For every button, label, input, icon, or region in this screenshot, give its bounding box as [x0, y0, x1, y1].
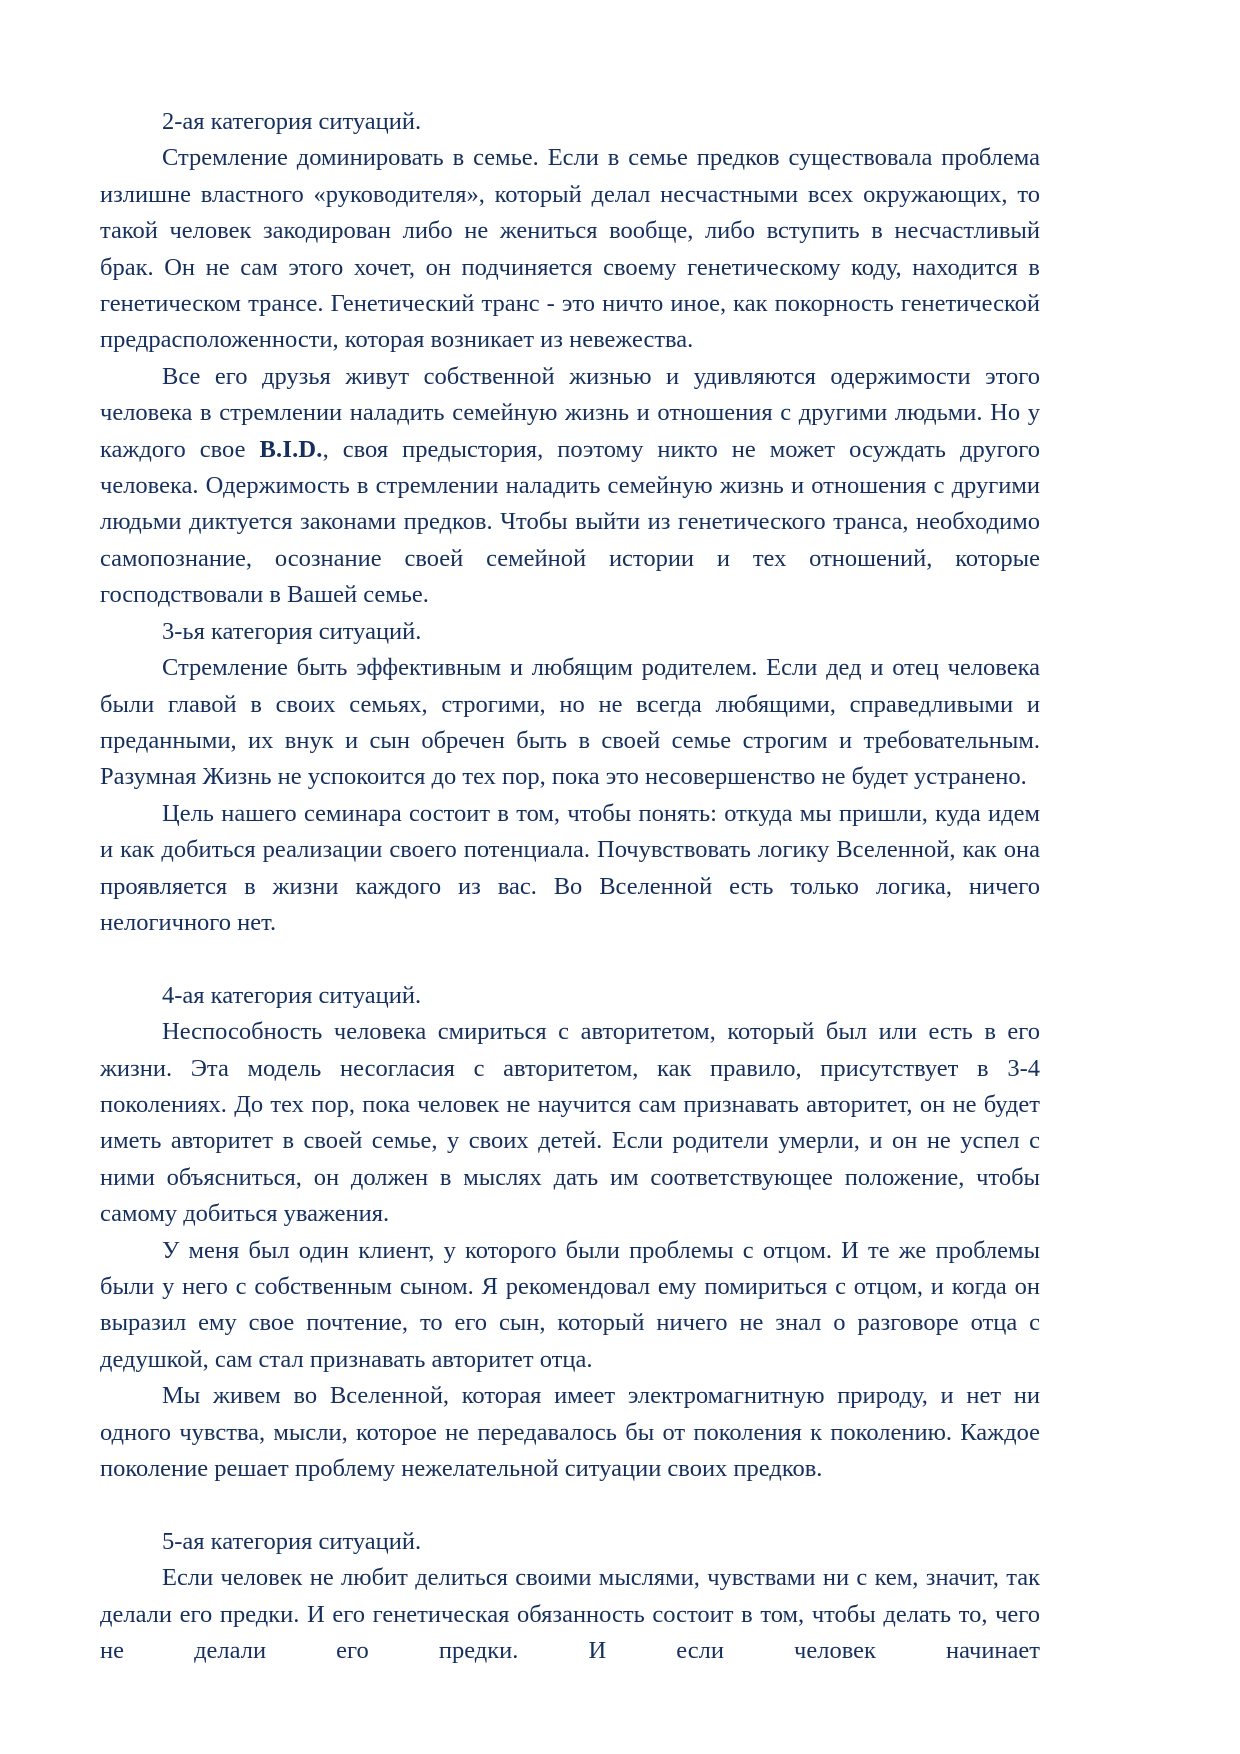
- paragraph-seminar-goal: Цель нашего семинара состоит в том, чтобы понять: откуда мы пришли, куда идем и как добиться реализации своего потенциала. Почувствовать логику Вселенной, как она проявляется в жизни каждого из вас. Во Вселенной есть только логика, ничего нелогичного нет.: [100, 799, 1040, 936]
- section-heading-category-5: 5-ая категория ситуаций.: [162, 1527, 422, 1555]
- paragraph-bid-friends: [100, 359, 1040, 614]
- paragraph-domination-in-family: Стремление доминировать в семье. Если в семье предков существовала проблема излишне властного «руководителя», который делал несчастными всех окружающих, то такой человек закодирован либо не жениться вообще, либо вступить в несчастливый брак. Он не сам этого хочет, он подчиняется своему генетическому коду, находится в генетическом трансе. Генетический транс - это ничто иное, как покорность генетической предрасположенности, которая возникает из невежества.: [100, 144, 1040, 354]
- bid-emphasis: B.I.D.: [259, 435, 323, 463]
- paragraph-effective-loving-parent: Стремление быть эффективным и любящим родителем. Если дед и отец человека были главой в своих семьях, строгими, но не всегда любящими, справедливыми и преданными, их внук и сын обречен быть в своей семье строгим и требовательным. Разумная Жизнь не успокоится до тех пор, пока это несовершенство не будет устранено.: [100, 654, 1040, 791]
- paragraph-spacer-1: [100, 941, 1040, 977]
- section-heading-category-3: 3-ья категория ситуаций.: [162, 617, 422, 645]
- paragraph-electromagnetic-universe: Мы живем во Вселенной, которая имеет электромагнитную природу, и нет ни одного чувства, мысли, которое не передавалось бы от поколения к поколению. Каждое поколение решает проблему нежелательной ситуации своих предков.: [100, 1382, 1040, 1483]
- document-text-column: [100, 104, 1040, 1669]
- paragraph-authority-inability: Неспособность человека смириться с авторитетом, который был или есть в его жизни. Эта модель несогласия с авторитетом, как правило, присутствует в 3-4 поколениях. До тех пор, пока человек не научится сам признавать авторитет, он не будет иметь авторитет в своей семье, у своих детей. Если родители умерли, и он не успел с ними объясниться, он должен в мыслях дать им соответствующее положение, чтобы самому добиться уважения.: [100, 1018, 1040, 1228]
- paragraph-sharing-thoughts: Если человек не любит делиться своими мыслями, чувствами ни с кем, значит, так делали его предки. И его генетическая обязанность состоит в том, чтобы делать то, чего не делали его предки. И если человек начинает: [100, 1564, 1040, 1665]
- paragraph-bid-text-before: Все его друзья живут собственной жизнью и удивляются одержимости этого человека в стремлении наладить семейную жизнь и отношения с другими людьми. Но у каждого свое: [100, 362, 1040, 463]
- section-heading-category-2: 2-ая категория ситуаций.: [162, 108, 422, 135]
- section-heading-category-4: 4-ая категория ситуаций.: [162, 981, 422, 1009]
- paragraph-bid-text-after: , своя предыстория, поэтому никто не может осуждать другого человека. Одержимость в стремлении наладить семейную жизнь и отношения с другими людьми диктуется законами предков. Чтобы выйти из генетического транса, необходимо самопознание, осознание своей семейной истории и тех отношений, которые господствовали в Вашей семье.: [100, 435, 1040, 609]
- paragraph-spacer-2: [100, 1487, 1040, 1523]
- paragraph-client-father-story: У меня был один клиент, у которого были проблемы с отцом. И те же проблемы были у него с собственным сыном. Я рекомендовал ему помириться с отцом, и когда он выразил ему свое почтение, то его сын, который ничего не знал о разговоре отца с дедушкой, сам стал признавать авторитет отца.: [100, 1236, 1040, 1373]
